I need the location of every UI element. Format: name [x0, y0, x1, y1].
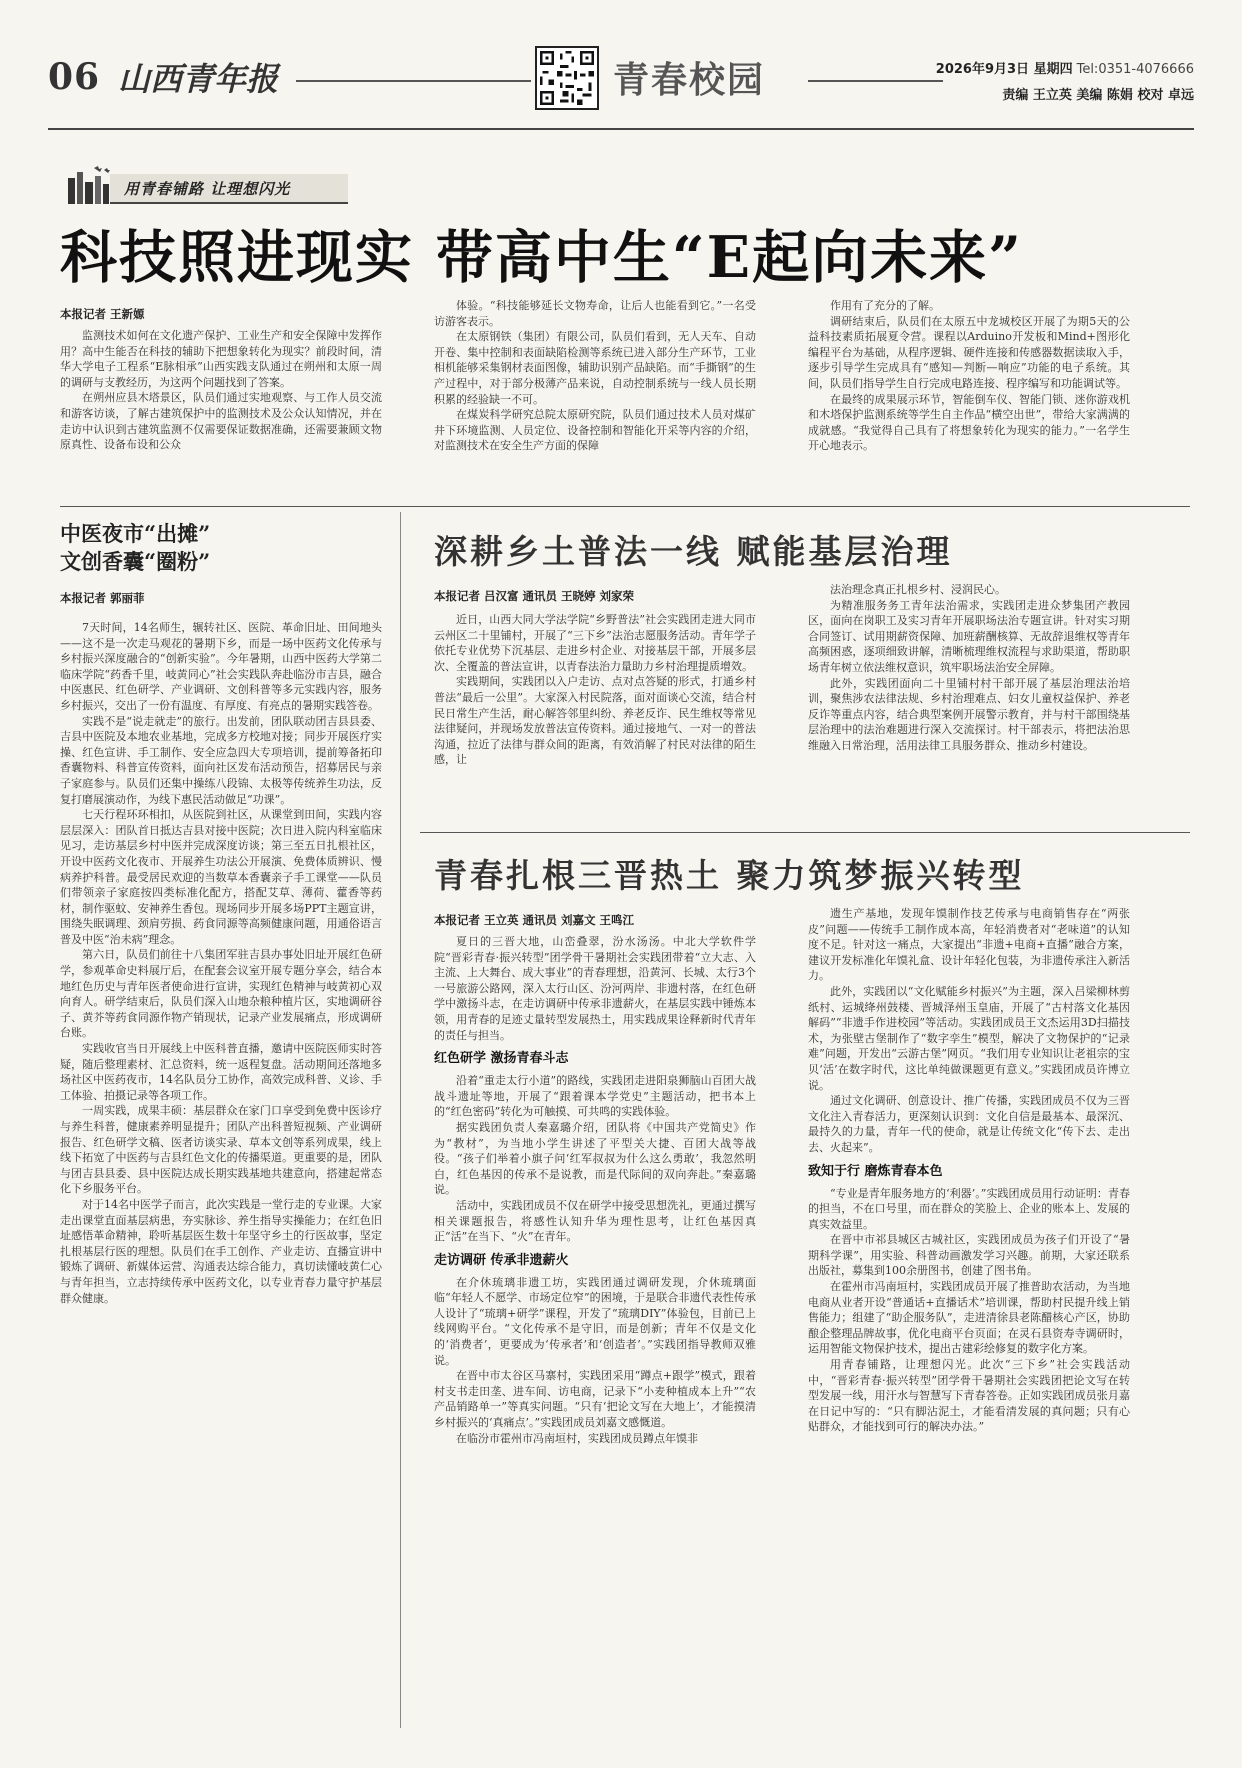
- article-paragraph: 在晋中市太谷区马寨村，实践团采用“蹲点+跟学”模式，跟着村支书走田垄、进车间、访电商，记录下“小麦种植成本上升”“农产品销路单一”等真实问题。“只有‘把论文写在大地上’，才能摸清乡村振兴的‘真痛点’。”实践团成员刘嘉文感慨道。: [434, 1369, 756, 1430]
- article-paragraph: 活动中，实践团成员不仅在研学中接受思想洗礼，更通过撰写相关课题报告，将感性认知升华为理性思考，让红色基因真正“活”在当下、“火”在青年。: [434, 1198, 756, 1244]
- article-paragraph: 此外，实践团面向二十里铺村村干部开展了基层治理法治培训，聚焦涉农法律法规、乡村治理难点、妇女儿童权益保护、养老反诈等重点内容，结合典型案例开展警示教育，并与村干部围绕基层治理中的法治难题进行深入交流探讨。村干部表示，将把法治思维融入日常治理，活用法律工具服务群众、推动乡村建设。: [808, 676, 1130, 752]
- masthead-rule-right: [808, 80, 943, 82]
- lead-byline: 本报记者 王新嫄: [60, 307, 145, 321]
- tcm-headline: [60, 520, 360, 576]
- column-divider: [400, 512, 401, 1728]
- law-byline: 本报记者 吕汉富 通讯员 王晓婷 刘家荣: [434, 589, 635, 603]
- article-subheading: 致知于行 磨炼青春本色: [808, 1163, 943, 1179]
- youth-column-2: [808, 906, 1130, 1728]
- banner-text: 用青春铺路 让理想闪光: [124, 180, 291, 198]
- article-paragraph: 调研结束后，队员们在太原五中龙城校区开展了为期5天的公益科技素质拓展夏令营。课程以Arduino开发板和Mind+图形化编程平台为基础，从程序逻辑、硬件连接和传感器数据读取入手，逐步引导学生完成具有“感知—判断—响应”功能的电子系统。其间，队员们指导学生自行完成电路连接、程序编写和功能调试等。: [808, 314, 1130, 390]
- article-paragraph: 用青春铺路，让理想闪光。此次“三下乡”社会实践活动中，“晋彩青春·振兴转型”团学骨干暑期社会实践团把论文写在转型发展一线，用汗水与智慧写下青春答卷。正如实践团成员张月嘉在日记中写的：“只有脚沾泥土，才能看清发展的真问题；只有心贴群众，才能找到可行的解决办法。”: [808, 1358, 1130, 1434]
- article-paragraph: 此外，实践团以“文化赋能乡村振兴”为主题，深入吕梁柳林剪纸村、运城绛州鼓楼、晋城泽州玉皇庙，开展了“古村落文化基因解码”“非遗手作进校园”等活动。实践团成员王文杰运用3D扫描技术，为张壁古堡制作了“数字孪生”模型，解决了文物保护的“记录难”问题，开发出“云游古堡”网页。“我们用专业知识让老祖宗的宝贝‘活’在数字时代，这比单纯做课题更有意义。”实践团成员许博立说。: [808, 984, 1130, 1092]
- article-paragraph: 实践收官当日开展线上中医科普直播，邀请中医院医师实时答疑，随后整理素材、汇总资料，统一返程复盘。活动期间还落地多场社区中医药夜市，14名队员分工协作，高效完成科普、义诊、手工体验、拍摄记录等各项工作。: [60, 1042, 382, 1102]
- law-headline: 深耕乡土普法一线 赋能基层治理: [434, 532, 953, 571]
- article-paragraph: 在霍州市冯南垣村，实践团成员开展了推普助农活动，为当地电商从业者开设“普通话+直播话术”培训课，帮助村民提升线上销售能力；组建了“助企服务队”，走进清徐县老陈醋核心产区，协助酿企整理品牌故事，优化电商平台页面；在灵石县资寿寺调研时，运用智能文物保护技术，提出古建彩绘修复的数字化方案。: [808, 1280, 1130, 1356]
- tcm-body: [60, 620, 382, 1728]
- section-title: 青春校园: [613, 59, 766, 101]
- article-paragraph: 体验。“科技能够延长文物寿命，让后人也能看到它。”一名受访游客表示。: [434, 299, 756, 328]
- tcm-headline-line-1: 中医夜市“出摊”: [60, 521, 211, 546]
- lead-column-2: [434, 298, 756, 498]
- page-number: 06: [48, 56, 101, 98]
- article-paragraph: 一周实践，成果丰硕：基层群众在家门口享受到免费中医诊疗与养生科普，健康素养明显提升；团队产出科普短视频、产业调研报告、红色研学文稿、医者访谈实录、草本文创等系列成果，线上线下拓宽了中医药与吉县红色文化的传播渠道。更重要的是，团队与团吉县县委、县中医院达成长期实践基地共建意向，搭建起常态化下乡服务平台。: [60, 1104, 382, 1196]
- article-paragraph: 在晋中市祁县城区古城社区，实践团成员为孩子们开设了“暑期科学课”，用实验、科普动画激发学习兴趣。前期，大家还联系出版社，募集到100余册图书，创建了图书角。: [808, 1233, 1130, 1278]
- article-paragraph: 第六日，队员们前往十八集团军驻吉县办事处旧址开展红色研学，参观革命史料展厅后，在配套会议室开展专题分享会，结合本地红色历史与青年医者使命进行宣讲，实现红色精神与岐黄初心双向育人。研学结束后，队员们深入山地杂粮种植片区，实地调研谷子、黄芥等药食同源作物产销现状，记录产业发展痛点，形成调研台账。: [60, 948, 382, 1040]
- lead-column-3: [808, 298, 1130, 498]
- masthead-divider: [48, 128, 1194, 130]
- article-subheading: 走访调研 传承非遗薪火: [434, 1252, 569, 1268]
- article-subheading: 红色研学 激扬青春斗志: [434, 1051, 569, 1067]
- youth-byline: 本报记者 王立英 通讯员 刘嘉文 王鸣江: [434, 913, 635, 927]
- editors-credit: 责编 王立英 美编 陈娟 校对 卓远: [1002, 88, 1194, 103]
- article-paragraph: “专业是青年服务地方的‘利器’。”实践团成员用行动证明：青春的担当，不在口号里，而在群众的笑脸上、企业的账本上、发展的真实效益里。: [808, 1186, 1130, 1231]
- article-paragraph: 法治理念真正扎根乡村、浸润民心。: [830, 583, 1006, 596]
- masthead-rule-left: [296, 80, 531, 82]
- tcm-byline: 本报记者 郭丽菲: [60, 591, 145, 605]
- youth-headline: 青春扎根三晋热土 聚力筑梦振兴转型: [434, 856, 1025, 895]
- article-paragraph: 对于14名中医学子而言，此次实践是一堂行走的专业课。大家走出课堂直面基层病患，夯实脉诊、养生指导实操能力；在红色旧址感悟革命精神，聆听基层医生数十年坚守乡土的行医故事，坚定扎根基层行医的理想。队员们在手工创作、产业走访、直播宣讲中锻炼了调研、新媒体运营、沟通表达综合能力，真切读懂岐黄仁心与青年担当，立志持续传承中医药文化，以专业青春力量守护基层群众健康。: [60, 1197, 382, 1305]
- article-paragraph: 夏日的三晋大地，山峦叠翠，汾水汤汤。中北大学软件学院“晋彩青春·振兴转型”团学骨干暑期社会实践团带着“立大志、入主流、上大舞台、成大事业”的青春理想，沿黄河、长城、太行3个一号旅游公路网，深入太行山区、汾河两岸、非遗村落，在红色研学中激扬斗志，在走访调研中传承非遗薪火，在基层实践中锤炼本领，用青春的足迹丈量转型发展热土，用实践成果诠释新时代青年的责任与担当。: [434, 935, 756, 1042]
- qr-code-icon: [535, 46, 599, 110]
- law-bottom-rule: [420, 832, 1190, 833]
- issue-date: 2026年9月3日 星期四: [935, 62, 1073, 77]
- article-paragraph: 七天行程环环相扣，从医院到社区，从课堂到田间，实践内容层层深入：团队首日抵达吉县对接中医院；次日进入院内科室临床见习，走访基层乡村中医并完成深度访谈；第三至五日扎根社区，开设中医药文化夜市、开展养生功法公开展演、免费体质辨识、慢病养护科普。最受居民欢迎的当数草本香囊亲子手工课堂——队员们带领亲子家庭按四类标准化配方，搭配艾草、薄荷、藿香等药材，制作驱蚊、安神养生香包。现场同步开展多场PPT主题宣讲，围绕失眠调理、颈肩劳损、药食同源等高频健康问题，用通俗语言普及中医“治未病”理念。: [60, 808, 382, 946]
- article-paragraph: 在太原钢铁（集团）有限公司，队员们看到，无人天车、自动开卷、集中控制和表面缺陷检测等系统已进入部分生产环节，工业相机能够采集钢材表面图像，辅助识别产品缺陷。而“手撕钢”的生产过程中，对于部分极薄产品来说，自动控制系统与一线人员长期积累的经验缺一不可。: [434, 330, 756, 406]
- article-paragraph: 在最终的成果展示环节，智能倒车仪、智能门锁、迷你游戏机和木塔保护监测系统等学生自主作品“横空出世”，带给大家满满的成就感。“我觉得自己具有了将想象转化为现实的能力。”一名学生开心地表示。: [808, 392, 1130, 453]
- youth-column-1: [434, 934, 756, 1728]
- article-paragraph: 实践不是“说走就走”的旅行。出发前，团队联动团吉县县委、吉县中医院及本地农业基地，完成多方校地对接；同步开展医疗实操、红色宣讲、手工制作、安全应急四大专项培训，提前筹备拓印香囊物料、科普宣传资料，面向社区发布活动预告，招募居民与亲子家庭参与。队员们还集中操练八段锦、太极等传统养生功法，反复打磨展演动作，为线下惠民活动做足“功课”。: [60, 714, 382, 806]
- article-paragraph: 在介休琉璃非遗工坊，实践团通过调研发现，介休琉璃面临“年轻人不愿学、市场定位窄”的困境，于是联合非遗代表性传承人设计了“琉璃+研学”课程，开发了“琉璃DIY”体验包，目前已上线网购平台。“文化传承不是守旧，而是创新；青年不仅是文化的‘消费者’，更要成为‘传承者’和‘创造者’。”实践团指导教师双雅说。: [434, 1275, 756, 1367]
- telephone: Tel:0351-4076666: [1076, 62, 1194, 77]
- lead-bottom-rule: [60, 506, 1190, 507]
- article-paragraph: 沿着“重走太行小道”的路线，实践团走进阳泉狮脑山百团大战战斗遗址等地，开展了“跟着课本学党史”主题活动，把书本上的“红色密码”转化为可触摸、可共鸣的实践体验。: [434, 1074, 756, 1119]
- article-paragraph: 在煤炭科学研究总院太原研究院，队员们通过技术人员对煤矿井下环境监测、人员定位、设备控制和智能化开采等内容的介绍，对监测技术在安全生产方面的保障: [434, 408, 756, 453]
- article-paragraph: 作用有了充分的了解。: [830, 299, 940, 312]
- article-paragraph: 为精准服务务工青年法治需求，实践团走进众梦集团产教园区，面向在岗职工及实习青年开展职场法治专题宣讲。针对实习期合同签订、试用期薪资保障、加班薪酬核算、无故辞退维权等青年高频困惑，逐项细致讲解，清晰梳理维权流程与求助渠道，帮助职场青年树立依法维权意识，筑牢职场法治安全屏障。: [808, 598, 1130, 674]
- article-paragraph: 监测技术如何在文化遗产保护、工业生产和安全保障中发挥作用？高中生能否在科技的辅助下把想象转化为现实？前段时间，清华大学电子工程系“E脉相承”山西实践支队通过在朔州和太原一周的调研与支教经历，为这两个问题找到了答案。: [60, 329, 382, 389]
- masthead: [48, 44, 1194, 114]
- article-paragraph: 在临汾市霍州市冯南垣村，实践团成员蹲点年馍非: [456, 1431, 698, 1445]
- article-paragraph: 7天时间，14名师生，辗转社区、医院、革命旧址、田间地头——这不是一次走马观花的暑期下乡，而是一场中医药文化传承与乡村振兴深度融合的“创新实验”。今年暑期，山西中医药大学第二临床学院“药香千里，岐黄同心”社会实践队奔赴临汾市吉县，融合中医惠民、红色研学、产业调研、文创科普等多元实践内容，服务乡村振兴，交出了一份有温度、有厚度、有亮点的暑期实践答卷。: [60, 621, 382, 712]
- article-paragraph: 通过文化调研、创意设计、推广传播，实践团成员不仅为三晋文化注入青春活力，更深刻认识到：文化自信是最基本、最深沉、最持久的力量，青年一代的使命，就是让传统文化“传下去、走出去、火起来”。: [808, 1094, 1130, 1154]
- tcm-headline-line-2: 文创香囊“圈粉”: [60, 549, 211, 574]
- date-line: [936, 58, 1194, 77]
- article-paragraph: 遗生产基地，发现年馍制作技艺传承与电商销售存在“两张皮”问题——传统手工制作成本高，年轻消费者对“老味道”的认知度不足。针对这一痛点，大家提出“非遗+电商+直播”融合方案，建议开发标准化年馍礼盒、设计年轻化包装，为非遗传承注入新活力。: [808, 907, 1130, 983]
- article-paragraph: 实践期间，实践团以入户走访、点对点答疑的形式，打通乡村普法“最后一公里”。大家深入村民院落，面对面谈心交流，结合村民日常生产生活，耐心解答邻里纠纷、养老反诈、民生维权等常见法律疑问，并现场发放普法宣传资料。通过接地气、一对一的普法沟通，拉近了法律与群众间的距离，有效消解了村民对法律的陌生感，让: [434, 675, 756, 767]
- column-banner: [64, 164, 348, 206]
- article-paragraph: 在朔州应县木塔景区，队员们通过实地观察、与工作人员交流和游客访谈，了解古建筑保护中的监测技术及公众认知情况，并在走访中认识到古建筑监测不仅需要保证数据准确，还需要兼顾文物原真性、设备布设和公众: [60, 391, 382, 452]
- law-column-2: [808, 582, 1130, 822]
- article-paragraph: 近日，山西大同大学法学院“乡野普法”社会实践团走进大同市云州区二十里铺村，开展了“三下乡”法治志愿服务活动。青年学子依托专业优势下沉基层、走进乡村企业、对接基层干部，开展多层次、全覆盖的普法宣讲，以青春法治力量助力乡村治理提质增效。: [434, 613, 756, 673]
- lead-column-1: [60, 328, 382, 498]
- law-column-1: [434, 612, 756, 822]
- paper-name-logo: 山西青年报: [118, 60, 279, 98]
- article-paragraph: 据实践团负责人秦嘉璐介绍，团队将《中国共产党简史》作为“教材”，为当地小学生讲述了平型关大捷、百团大战等战役。“孩子们举着小旗子问‘红军叔叔为什么这么勇敢’，我忽然明白，红色基因的传承不是说教，而是代际间的双向奔赴。”秦嘉璐说。: [434, 1120, 756, 1197]
- books-icon: [64, 164, 116, 206]
- lead-headline: 科技照进现实 带高中生“E起向未来”: [60, 224, 1023, 291]
